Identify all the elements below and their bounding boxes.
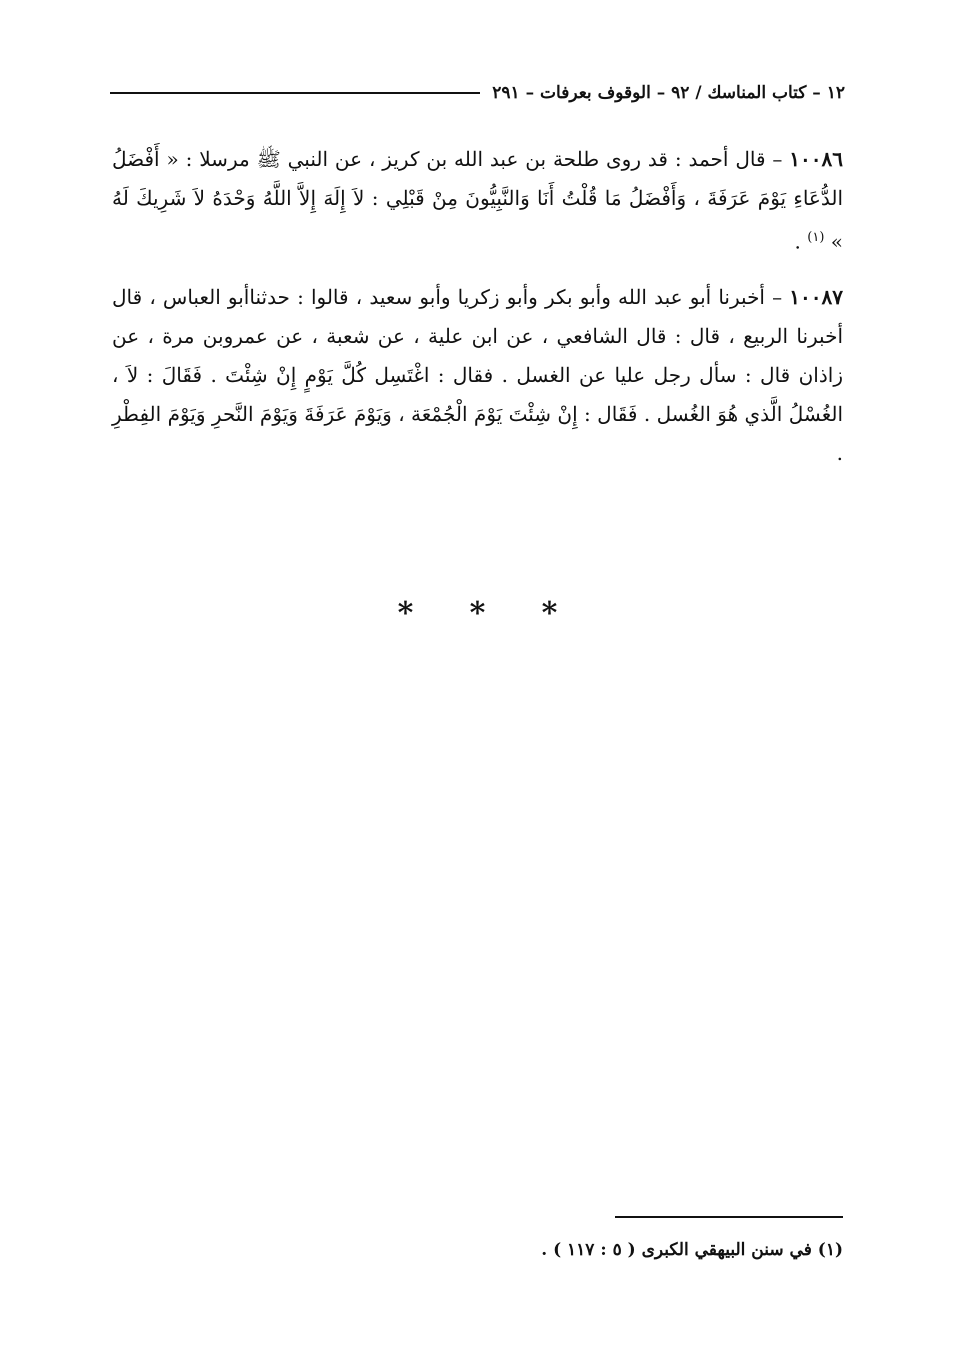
hadith-number: ١٠٠٨٦ (789, 147, 844, 171)
footnote-rule (615, 1216, 843, 1218)
separator-star: * (541, 596, 558, 631)
hadith-paragraph (112, 278, 843, 473)
main-text (112, 140, 843, 489)
separator-star: * (397, 596, 414, 631)
footnote-text: (١) في سنن البيهقي الكبرى ( ٥ : ١١٧ ) . (541, 1240, 843, 1260)
hadith-number: ١٠٠٨٧ (789, 284, 843, 309)
running-header-title: ١٢ – كتاب المناسك / ٩٢ – الوقوف بعرفات – ٢٩١ (492, 83, 845, 103)
separator-star: * (469, 596, 486, 631)
section-separator (0, 596, 955, 631)
hadith-text: – قال أحمد : قد روى طلحة بن عبد الله بن كريز ، عن النبي ﷺ مرسلا : « أَفْضَلُ الدُّعَاءِ يَوْمَ عَرَفَةَ ، وَأَفْضَلُ مَا قُلْتُ أَنَا وَالنَّبِيُّونَ مِنْ قَبْلِي : لاَ إِلَهَ إِلاَّ اللَّهُ وَحْدَهُ لاَ شَرِيكَ لَهُ » (112, 147, 843, 254)
header-rule (110, 92, 480, 94)
running-header (110, 78, 845, 108)
hadith-text: – أخبرنا أبو عبد الله وأبو بكر وأبو زكريا وأبو سعيد ، قالوا : حدثناأبو العباس ، قال أخبرنا الربيع ، قال : قال الشافعي ، عن ابن علية ، عن شعبة ، عن عمروبن مرة ، عن زاذان قال : سأل رجل عليا عن الغسل . فقال : اغْتَسِل كُلَّ يَوْمٍ إِنْ شِئْتَ . فَقَالَ : لاَ ، الغُسْلُ الَّذي هُوَ الغُسل . فَقَال : إِنْ شِئْتَ يَوْمَ الْجُمْعَة ، وَيَوْمَ عَرَفَةَ وَيَوْمَ النَّحرِ وَيَوْمَ الفِطْرِ . (112, 284, 843, 465)
footnote (112, 1240, 843, 1260)
footnote-reference: (١) (807, 230, 825, 245)
hadith-text-end: . (794, 229, 808, 254)
hadith-paragraph (112, 140, 843, 262)
